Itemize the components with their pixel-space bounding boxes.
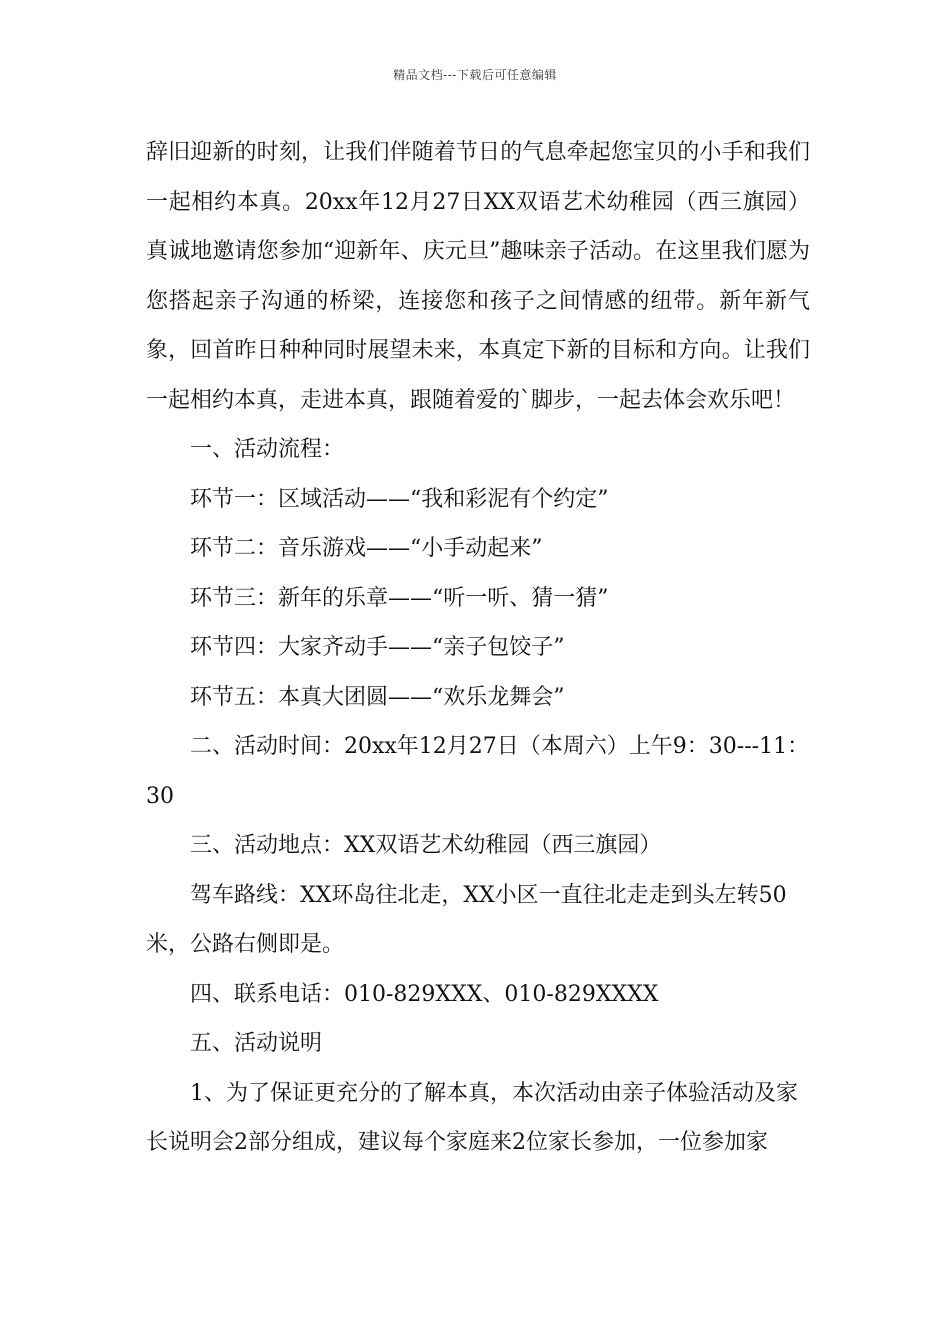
flow-step-1: 环节一：区域活动——“我和彩泥有个约定” — [190, 486, 609, 512]
activity-note-1: 1、为了保证更充分的了解本真，本次活动由亲子体验活动及家长说明会2部分组成，建议每个家庭来2位家长参加，一位参加家 — [146, 1080, 798, 1155]
flow-step-2: 环节二：音乐游戏——“小手动起来” — [190, 536, 543, 561]
page-header: 精品文档---下载后可任意编辑 — [393, 68, 557, 82]
activity-time: 二、活动时间：20xx年12月27日（本周六）上午9：30---11：30 — [146, 734, 810, 809]
flow-step-4: 环节四：大家齐动手——“亲子包饺子” — [190, 635, 565, 660]
driving-route: 驾车路线：XX环岛往北走，XX小区一直往北走走到头左转50米，公路右侧即是。 — [146, 882, 787, 957]
flow-step-3: 环节三：新年的乐章——“听一听、猜一猜” — [190, 585, 609, 611]
intro-paragraph: 辞旧迎新的时刻，让我们伴随着节日的气息牵起您宝贝的小手和我们一起相约本真。20xx年12月27日XX双语艺术幼稚园（西三旗园）真诚地邀请您参加“迎新年、庆元旦”趣味亲子活动。在这里我们愿为您搭起亲子沟通的桥梁，连接您和孩子之间情感的纽带。新年新气象，回首昨日种种同时展望未来，本真定下新的目标和方向。让我们一起相约本真，走进本真，跟随着爱的`脚步，一起去体会欢乐吧！ — [146, 140, 810, 413]
contact-phone: 四、联系电话：010-829XXX、010-829XXXX — [190, 981, 659, 1007]
document-body — [146, 128, 810, 1168]
section-heading-activity-flow: 一、活动流程： — [190, 437, 345, 462]
activity-location: 三、活动地点：XX双语艺术幼稚园（西三旗园） — [190, 833, 662, 858]
section-heading-activity-notes: 五、活动说明 — [190, 1031, 323, 1056]
flow-step-5: 环节五：本真大团圆——“欢乐龙舞会” — [190, 684, 565, 710]
